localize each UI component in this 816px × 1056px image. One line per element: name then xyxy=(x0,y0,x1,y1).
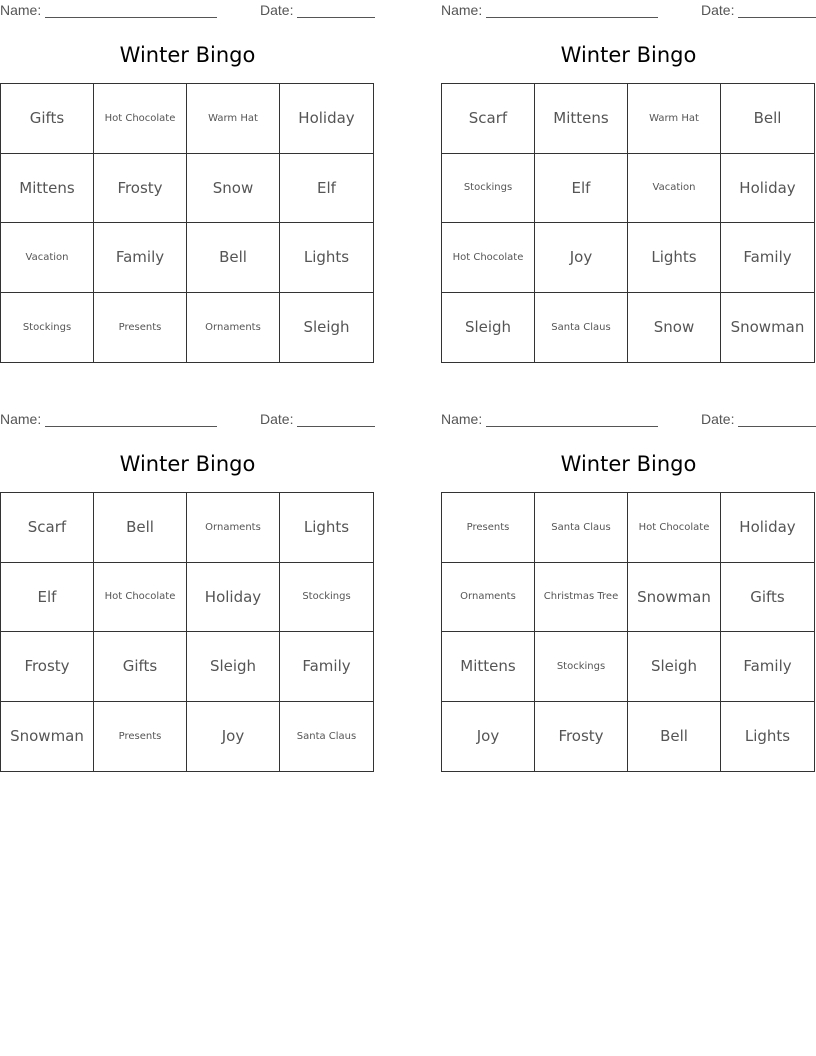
bingo-grid xyxy=(441,83,815,363)
bingo-cell: Lights xyxy=(744,727,791,746)
bingo-card xyxy=(0,0,375,380)
date-blank-line xyxy=(738,17,816,18)
bingo-cell: Family xyxy=(94,223,187,293)
bingo-cell: Warm Hat xyxy=(187,84,280,154)
date-blank-line xyxy=(297,426,375,427)
name-date-header xyxy=(0,411,375,429)
name-label: Name: xyxy=(0,2,42,18)
bingo-cell: Presents xyxy=(442,493,535,563)
name-blank-line xyxy=(45,17,217,18)
bingo-cell: Hot Chocolate xyxy=(94,84,187,154)
bingo-card xyxy=(441,0,816,380)
name-label: Name: xyxy=(441,2,483,18)
bingo-cell: Mittens xyxy=(1,154,94,224)
name-label: Name: xyxy=(0,411,42,427)
bingo-cell: Presents xyxy=(94,293,187,363)
bingo-cell: Frosty xyxy=(94,154,187,224)
date-label: Date: xyxy=(701,411,735,427)
bingo-cell: Scarf xyxy=(442,84,535,154)
card-title: Winter Bingo xyxy=(119,452,256,476)
bingo-cell: Sleigh xyxy=(442,293,535,363)
name-blank-line xyxy=(486,17,658,18)
bingo-cell: Elf xyxy=(535,154,628,224)
bingo-cell: Holiday xyxy=(280,84,373,154)
bingo-cell: Santa Claus xyxy=(296,730,357,742)
bingo-cell: Holiday xyxy=(721,154,814,224)
bingo-cell: Hot Chocolate xyxy=(442,223,535,293)
bingo-cell: Hot Chocolate xyxy=(94,563,187,633)
bingo-cell: Elf xyxy=(280,154,373,224)
bingo-cell: Vacation xyxy=(1,223,94,293)
bingo-cell: Gifts xyxy=(721,563,814,633)
date-label: Date: xyxy=(260,2,294,18)
date-blank-line xyxy=(297,17,375,18)
bingo-cell: Gifts xyxy=(1,84,94,154)
bingo-card xyxy=(0,409,375,789)
bingo-cell: Bell xyxy=(94,493,187,563)
bingo-cell: Holiday xyxy=(721,493,814,563)
bingo-cell: Sleigh xyxy=(303,318,350,337)
bingo-cell: Ornaments xyxy=(442,563,535,633)
bingo-cell: Presents xyxy=(94,702,187,772)
name-date-header xyxy=(441,411,816,429)
name-blank-line xyxy=(45,426,217,427)
bingo-cell: Family xyxy=(721,632,814,702)
bingo-cell: Snowman xyxy=(628,563,721,633)
bingo-cell: Scarf xyxy=(1,493,94,563)
bingo-cell: Family xyxy=(280,632,373,702)
bingo-cell: Snowman xyxy=(730,318,805,337)
name-blank-line xyxy=(486,426,658,427)
bingo-grid xyxy=(441,492,815,772)
bingo-cell: Sleigh xyxy=(187,632,280,702)
bingo-cell: Bell xyxy=(628,702,721,772)
bingo-cell: Gifts xyxy=(94,632,187,702)
bingo-cell: Ornaments xyxy=(187,493,280,563)
bingo-card xyxy=(441,409,816,789)
date-blank-line xyxy=(738,426,816,427)
bingo-cell: Christmas Tree xyxy=(535,563,628,633)
bingo-cell: Lights xyxy=(280,493,373,563)
name-label: Name: xyxy=(441,411,483,427)
bingo-cell: Bell xyxy=(721,84,814,154)
bingo-cell: Hot Chocolate xyxy=(628,493,721,563)
card-title: Winter Bingo xyxy=(560,452,697,476)
bingo-cell: Elf xyxy=(1,563,94,633)
bingo-cell: Snowman xyxy=(1,702,94,772)
bingo-cell: Warm Hat xyxy=(628,84,721,154)
bingo-cell: Stockings xyxy=(280,563,373,633)
bingo-cell: Holiday xyxy=(187,563,280,633)
bingo-cell: Joy xyxy=(442,702,535,772)
bingo-cell: Santa Claus xyxy=(535,293,628,363)
bingo-cell: Stockings xyxy=(1,293,94,363)
card-title: Winter Bingo xyxy=(560,43,697,67)
bingo-cell: Snow xyxy=(187,154,280,224)
card-title: Winter Bingo xyxy=(119,43,256,67)
name-date-header xyxy=(441,2,816,20)
name-date-header xyxy=(0,2,375,20)
bingo-cell: Sleigh xyxy=(628,632,721,702)
bingo-grid xyxy=(0,492,374,772)
bingo-cell: Ornaments xyxy=(187,293,280,363)
bingo-cell: Bell xyxy=(187,223,280,293)
bingo-cell: Mittens xyxy=(442,632,535,702)
bingo-cell: Stockings xyxy=(442,154,535,224)
bingo-cell: Stockings xyxy=(535,632,628,702)
bingo-cell: Lights xyxy=(280,223,373,293)
bingo-cell: Vacation xyxy=(628,154,721,224)
bingo-cell: Frosty xyxy=(535,702,628,772)
bingo-cell: Mittens xyxy=(535,84,628,154)
bingo-cell: Lights xyxy=(628,223,721,293)
bingo-cell: Joy xyxy=(187,702,280,772)
bingo-cell: Joy xyxy=(535,223,628,293)
bingo-cell: Family xyxy=(721,223,814,293)
date-label: Date: xyxy=(260,411,294,427)
bingo-grid xyxy=(0,83,374,363)
date-label: Date: xyxy=(701,2,735,18)
bingo-cell: Frosty xyxy=(1,632,94,702)
bingo-cell: Snow xyxy=(628,293,721,363)
bingo-cell: Santa Claus xyxy=(535,493,628,563)
